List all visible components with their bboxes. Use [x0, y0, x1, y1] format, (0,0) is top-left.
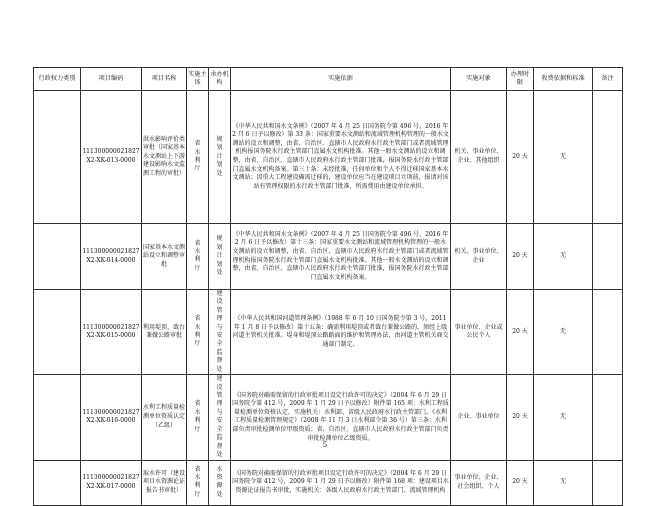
cell-name: 水利工程质量检测单位资质认定（乙级）: [142, 375, 187, 460]
cell-organ: [209, 460, 231, 505]
header-subject: 实施主体: [187, 68, 209, 91]
cell-subject: [187, 224, 209, 290]
cell-organ: [209, 224, 231, 290]
cell-time-limit: 20 天: [507, 290, 534, 375]
cell-remark: [593, 224, 623, 290]
cell-basis: 《国务院对确需保留的行政审批项目设定行政许可的决定》（2004 年 6 月 29 日国务院令第 412 号，2009 年 1 月 29 日予以修改）附件第 165 项：水利工程质量检测单位资格认定，实施机关：水利部、省级人民政府水行政主管部门。《水利工程质量检测管理规定》（2008 年 11 月 3 日水利部令第 36 号）第三条：水利部负责审批检测单位甲级资质；省、自治区、直辖市人民政府水行政主管部门负责审批检测单位乙级资质。: [231, 375, 451, 460]
header-fee: 收费依据和标准: [534, 68, 593, 91]
table-row: [34, 290, 623, 375]
cell-basis: 《国务院对确需保留的行政审批项目设定行政许可的决定》（2004 年 6 月 29 日国务院令第 412 号，2009 年 1 月 29 日予以修改）附件第 168 项：建设项目水资源论证报告书审批，实施机关：各级人民政府水行政主管部门、流域管理机构: [231, 460, 451, 505]
subject-text: 省水利厅: [194, 465, 201, 498]
cell-category: [34, 460, 81, 505]
organ-text: 建设管理与安全监督处: [216, 375, 223, 458]
header-remark: 备注: [593, 68, 623, 91]
cell-fee: 无: [534, 224, 593, 290]
cell-name: 洪水影响评价类审批（国家基本水文测站上下游建设影响水文监测工程的审批）: [142, 91, 187, 224]
subject-text: 省水利厅: [194, 239, 201, 272]
cell-category: [34, 224, 81, 290]
cell-time-limit: 20 天: [507, 375, 534, 460]
cell-name: 利用堤顶、戗台兼做公路审批: [142, 290, 187, 375]
cell-organ: [209, 91, 231, 224]
organ-text: 建设管理与安全监督处: [216, 290, 223, 373]
header-name: 项目名称: [142, 68, 187, 91]
header-category: 行政权力类别: [34, 68, 81, 91]
cell-category: [34, 91, 81, 224]
subject-text: 省水利厅: [194, 315, 201, 348]
cell-code: 111300000021827X2-XK-014-0000: [81, 224, 142, 290]
cell-code: 111300000021827X2-XK-017-0000: [81, 460, 142, 505]
cell-target: 企业、事业单位: [451, 375, 507, 460]
cell-time-limit: 20 天: [507, 91, 534, 224]
header-basis: 实施依据: [231, 68, 451, 91]
organ-text: 规划计划处: [216, 235, 223, 277]
subject-text: 省水利厅: [194, 400, 201, 433]
table-row: [34, 224, 623, 290]
cell-target: 机关、事业单位、企业、其他组织: [451, 91, 507, 224]
cell-category: [34, 290, 81, 375]
cell-code: 111300000021827X2-XK-015-0000: [81, 290, 142, 375]
header-organ: 承办机构: [209, 68, 231, 91]
cell-target: 事业单位、企业或公民个人: [451, 290, 507, 375]
organ-text: 水资源处: [216, 465, 223, 498]
cell-remark: [593, 91, 623, 224]
subject-text: 省水利厅: [194, 140, 201, 173]
cell-fee: 无: [534, 290, 593, 375]
cell-name: 取水许可（建设项目水资源论证报告书审批）: [142, 460, 187, 505]
power-list-table: [33, 67, 623, 506]
cell-organ: [209, 290, 231, 375]
organ-text: 规划计划处: [216, 135, 223, 177]
cell-fee: 无: [534, 91, 593, 224]
table-row: [34, 460, 623, 505]
cell-fee: 无: [534, 460, 593, 505]
cell-subject: [187, 91, 209, 224]
cell-basis: 《中华人民共和国水文条例》（2007 年 4 月 25 日国务院令第 496 号，2016 年 2 月 6 日予以修改）第 33 条：国家重要水文测站和流域管理机构管理的一般水文测站的设立和调整，由省、自治区、直辖市人民政府水行政主管部门或者流域管理机构报国务院水行政主管部门直属水文机构批准。其他一般水文测站的设立和调整，由省、自治区、直辖市人民政府水行政主管部门批准，报国务院水行政主管部门直属水文机构备案。第三十条：未经批准，任何单位和个人不得迁移国家基本水文测站；因重大工程建设确需迁移的，建设单位应当在建设项目立项前，报请对该站有管理权限的水行政主管部门批准，所需费用由建设单位承担。: [231, 91, 451, 224]
cell-time-limit: 20 天: [507, 224, 534, 290]
table-row: [34, 91, 623, 224]
cell-fee: 无: [534, 375, 593, 460]
header-code: 项目编码: [81, 68, 142, 91]
cell-basis: 《中华人民共和国河道管理条例》（1988 年 6 月 10 日国务院令第 3 号，2011 年 1 月 8 日予以修改）第十五条：确需利用堤顶或者戗台兼做公路的，须经上级河道主管机关批准。堤身和堤顶公路路面的维护和管理办法，由河道主管机关商交通部门制定。: [231, 290, 451, 375]
cell-subject: [187, 290, 209, 375]
header-target: 实施对象: [451, 68, 507, 91]
cell-code: 111300000021827X2-XK-016-0000: [81, 375, 142, 460]
cell-remark: [593, 460, 623, 505]
cell-target: 机关、事业单位、企业: [451, 224, 507, 290]
cell-target: 事业单位、企业、社会组织、个人: [451, 460, 507, 505]
cell-basis: 《中华人民共和国水文条例》（2007 年 4 月 25 日国务院令第 496 号，2016 年 2 月 6 日予以修改）第十三条：国家重要水文测站和流域管理机构管理的一般水文测站的设立和调整，由省、自治区、直辖市人民政府水行政主管部门或者流域管理机构报国务院水行政主管部门直属水文机构批准。其他一般水文测站的设立和调整，由省、自治区、直辖市人民政府水行政主管部门批准，报国务院水行政主管部门直属水文机构备案。: [231, 224, 451, 290]
table-header-row: [34, 68, 623, 91]
page-number: 5: [322, 441, 328, 449]
cell-code: 111300000021827X2-XK-013-0000: [81, 91, 142, 224]
header-time-limit: 办理时限: [507, 68, 534, 91]
cell-remark: [593, 290, 623, 375]
cell-subject: [187, 460, 209, 505]
cell-time-limit: 20 天: [507, 460, 534, 505]
cell-name: 国家基本水文测站设立和调整审批: [142, 224, 187, 290]
